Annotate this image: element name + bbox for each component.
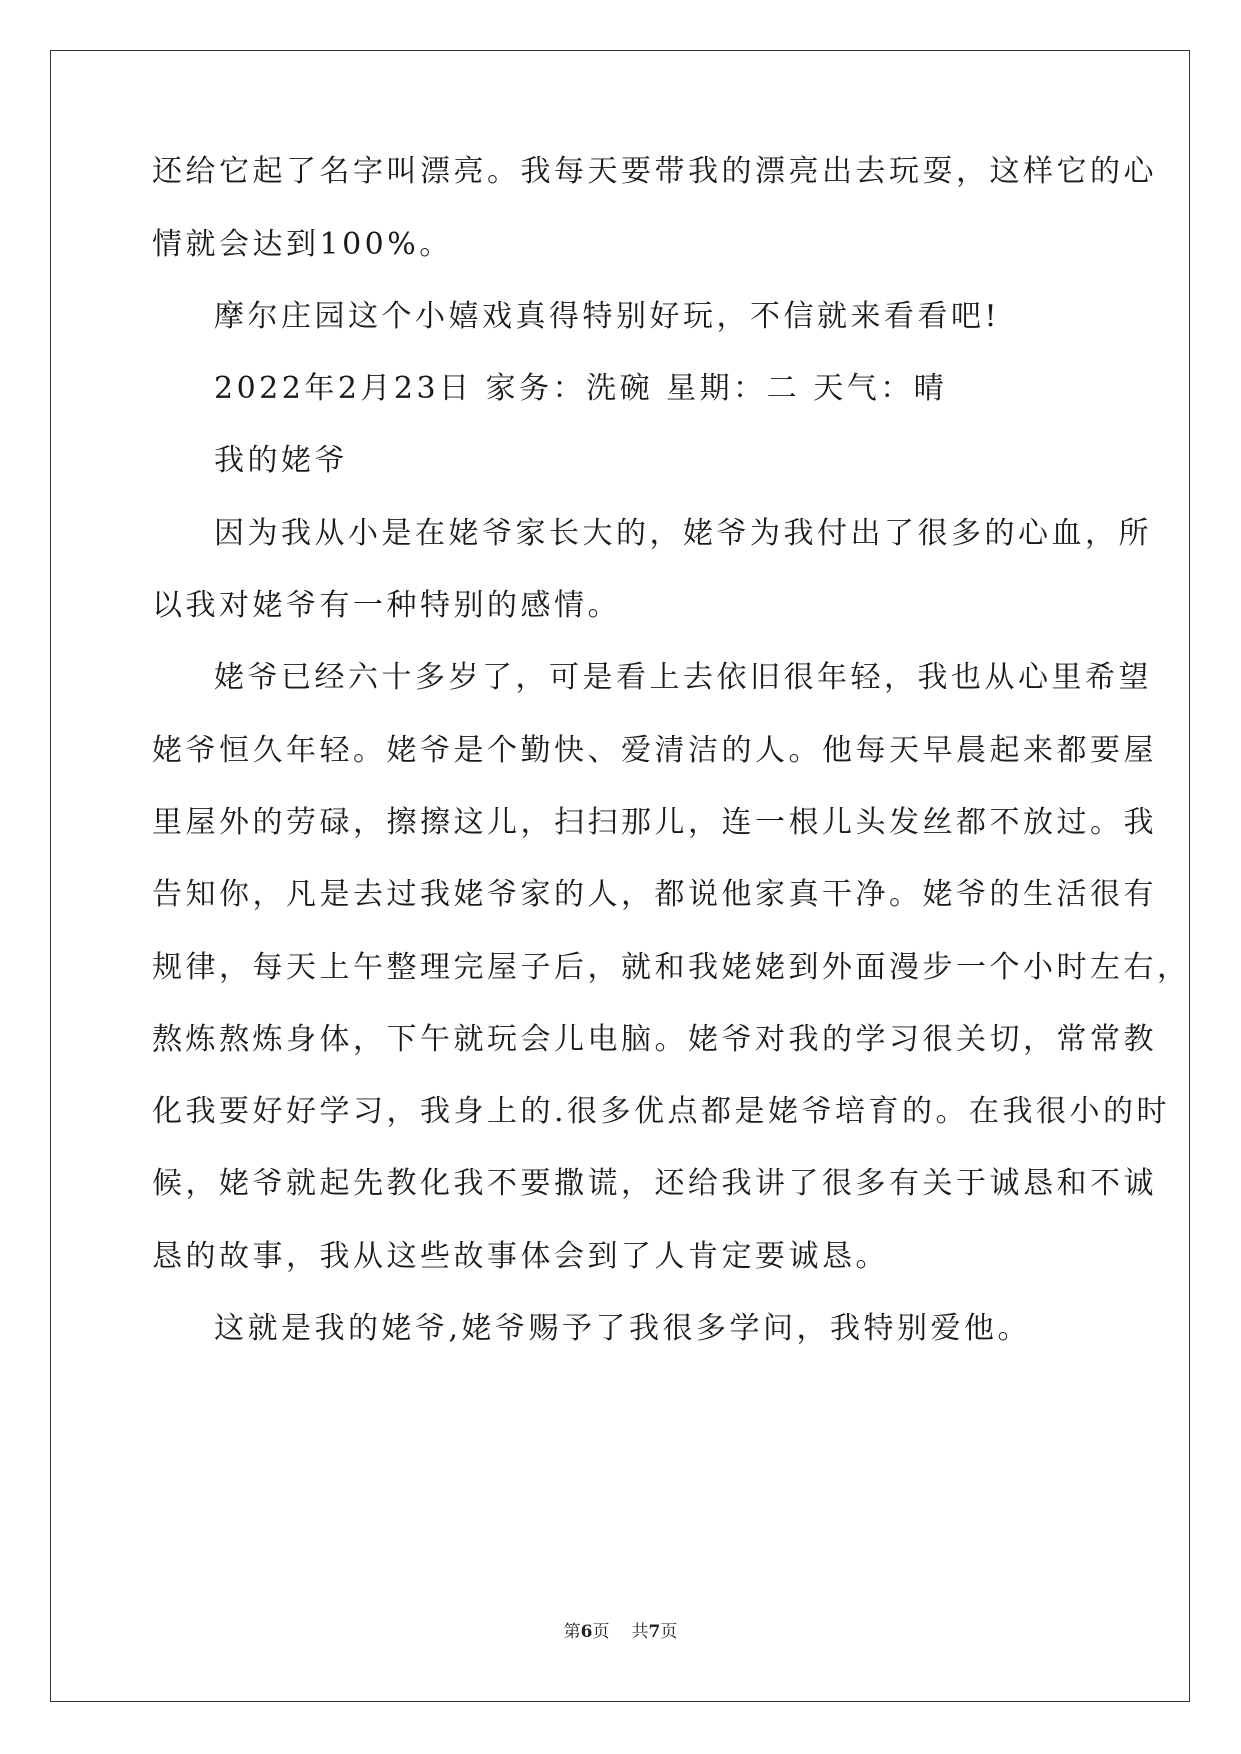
- total-pages: 7: [648, 1622, 661, 1642]
- diary-header-line: 2022年2月23日 家务：洗碗 星期：二 天气：晴: [214, 371, 948, 406]
- text-line: 以我对姥爷有一种特别的感情。: [152, 588, 621, 623]
- page-number: 6: [580, 1622, 593, 1642]
- section-title: 我的姥爷: [214, 443, 348, 478]
- total-suffix: 页: [660, 1622, 678, 1642]
- page-suffix: 页: [592, 1622, 610, 1642]
- paragraph-line: 因为我从小是在姥爷家长大的，姥爷为我付出了很多的心血，所: [214, 516, 1152, 551]
- total-prefix: 共: [631, 1622, 649, 1642]
- text-line: 恳的故事，我从这些故事体会到了人肯定要诚恳。: [152, 1239, 889, 1274]
- text-line: 里屋外的劳碌，擦擦这儿，扫扫那儿，连一根儿头发丝都不放过。我: [152, 805, 1157, 840]
- text-line: 情就会达到100%。: [152, 227, 453, 262]
- paragraph-line: 这就是我的姥爷,姥爷赐予了我很多学问，我特别爱他。: [214, 1311, 1032, 1346]
- text-line: 姥爷恒久年轻。姥爷是个勤快、爱清洁的人。他每天早晨起来都要屋: [152, 733, 1157, 768]
- text-line: 候，姥爷就起先教化我不要撒谎，还给我讲了很多有关于诚恳和不诚: [152, 1166, 1157, 1201]
- text-line: 熬炼熬炼身体，下午就玩会儿电脑。姥爷对我的学习很关切，常常教: [152, 1022, 1157, 1057]
- text-line: 还给它起了名字叫漂亮。我每天要带我的漂亮出去玩耍，这样它的心: [152, 154, 1157, 189]
- page-prefix: 第: [563, 1622, 581, 1642]
- paragraph-line: 摩尔庄园这个小嬉戏真得特别好玩，不信就来看看吧!: [214, 299, 1001, 334]
- text-line: 化我要好好学习，我身上的.很多优点都是姥爷培育的。在我很小的时: [152, 1094, 1171, 1129]
- text-line: 告知你，凡是去过我姥爷家的人，都说他家真干净。姥爷的生活很有: [152, 877, 1157, 912]
- text-line: 规律，每天上午整理完屋子后，就和我姥姥到外面漫步一个小时左右，: [152, 950, 1191, 985]
- paragraph-line: 姥爷已经六十多岁了，可是看上去依旧很年轻，我也从心里希望: [214, 660, 1152, 695]
- page-footer: [0, 1621, 1241, 1643]
